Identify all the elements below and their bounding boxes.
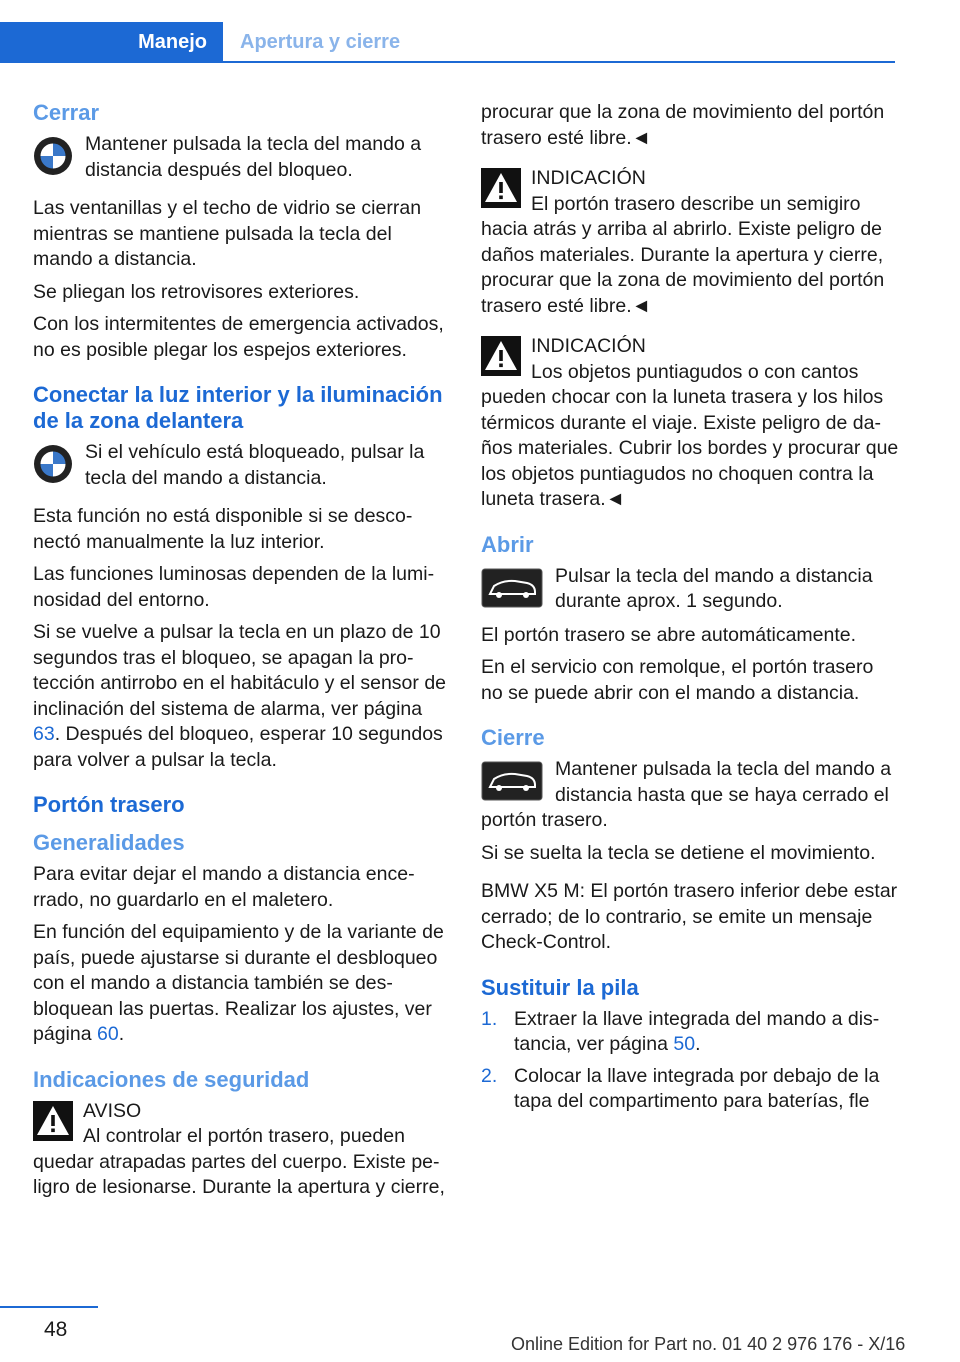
step-number: 1. [481,1007,498,1030]
heading-cerrar: Cerrar [33,100,100,125]
tailgate-button-icon [481,568,543,608]
cerrar-instruction [33,132,451,188]
indicacion-block-2 [481,334,899,513]
page-link-63[interactable]: 63 [33,723,55,745]
paragraph: Con los intermitentes de emergencia activados, no es posible plegar los espejos exteriores. [33,313,444,361]
step-text: Extraer la llave integrada del mando a distancia, ver página 50. [514,1007,880,1055]
luz-instruction [33,440,451,496]
heading-luz-interior: Conectar la luz interior y la iluminación de la zona delantera [33,382,443,433]
tailgate-button-icon [481,761,543,801]
indicacion-label: INDICACIÓN [531,335,646,357]
section-tab-apertura[interactable]: Apertura y cierre [240,30,401,53]
cerrar-instruction-text: Mantener pulsada la tecla del mando a distancia después del bloqueo. [85,133,422,181]
heading-porton-trasero: Portón trasero [33,792,185,817]
left-column [33,100,451,1208]
right-column [481,100,899,1121]
abrir-instruction [481,564,899,615]
heading-indicaciones-seguridad: Indicaciones de seguridad [33,1066,310,1092]
heading-sustituir-pila: Sustituir la pila [481,974,639,1000]
luz-instruction-text: Si el vehículo está bloqueado, pulsar la tecla del mando a distancia. [85,441,425,489]
paragraph: El portón trasero se abre automáticamente. [481,623,857,646]
paragraph: En función del equipamiento y de la variante de país, puede ajustarse si durante el desbloqueo con el mando a distancia también se desbloquean las puertas. Realizar los ajustes, ver página 60. [33,921,444,1045]
paragraph: Se pliegan los retrovisores exteriores. [33,280,360,303]
bmw-key-icon [33,136,73,176]
warning-triangle-icon [33,1101,73,1141]
aviso-block [33,1099,451,1201]
page-link-60[interactable]: 60 [96,1023,119,1045]
paragraph: Las ventanillas y el techo de vidrio se cierran mientras se mantiene pulsada la tecla del mando a distancia. [33,197,422,270]
edition-footer: Online Edition for Part no. 01 40 2 976 176 - X/16 [511,1334,906,1354]
paragraph: Esta función no está disponible si se desconectó manualmente la luz interior. [33,505,413,553]
chapter-tab-manejo[interactable]: Manejo [0,22,223,62]
header-rule [0,61,895,63]
page-number: 48 [44,1318,68,1341]
cierre-instruction [481,757,899,834]
cierre-instruction-text: Mantener pulsada la tecla del mando a distancia hasta que se haya cerrado el portón trasero. [481,758,892,831]
abrir-instruction-text: Pulsar la tecla del mando a distancia durante aprox. 1 segundo. [555,564,873,612]
page-header [0,0,960,64]
paragraph: Si se suelta la tecla se detiene el movimiento. [481,841,876,864]
paragraph: Si se vuelve a pulsar la tecla en un plazo de 10 segundos tras el bloqueo, se apagan la protección antirrobo en el habitáculo y el sensor de inclinación del sistema de alarma, ver página 63. Después del bloqueo, esperar 10 segundos para volver a pulsar la tecla. [33,621,447,771]
paragraph: Las funciones luminosas dependen de la luminosidad del entorno. [33,563,435,611]
heading-abrir: Abrir [481,531,534,557]
footer-rule [0,1306,98,1308]
paragraph: procurar que la zona de movimiento del portón trasero esté libre.◄ [481,101,885,149]
paragraph: En el servicio con remolque, el portón trasero no se puede abrir con el mando a distancia. [481,656,874,704]
indicacion-block-1 [481,166,899,319]
list-item [481,1064,899,1115]
list-item [481,1007,899,1058]
warning-triangle-icon [481,168,521,208]
heading-cierre: Cierre [481,725,545,750]
steps-list [481,1007,899,1115]
indicacion-text: Los objetos puntiagudos o con cantos pueden chocar con la luneta trasera y los hilos térmicos durante el viaje. Existe peligro de daños materiales. Cubrir los bordes y procurar que los objetos puntiagudos no choquen contra la luneta trasera.◄ [481,360,899,510]
page-link-50[interactable]: 50 [673,1033,696,1055]
warning-triangle-icon [481,336,521,376]
step-text: Colocar la llave integrada por debajo de la tapa del compartimento para baterías, fle [514,1064,880,1112]
indicacion-label: INDICACIÓN [531,167,646,189]
indicacion-text: El portón trasero describe un semigiro hacia atrás y arriba al abrirlo. Existe peligro de daños materiales. Durante la apertura y cierre, procurar que la zona de movimiento del portón trasero esté libre.◄ [481,192,885,317]
step-number: 2. [481,1064,498,1087]
paragraph: BMW X5 M: El portón trasero inferior debe estar cerrado; de lo contrario, se emite un mensaje Check-Control. [481,880,898,953]
aviso-text: Al controlar el portón trasero, pueden quedar atrapadas partes del cuerpo. Existe peligro de lesionarse. Durante la apertura y cierre, [33,1125,445,1198]
aviso-label: AVISO [83,1099,142,1122]
bmw-key-icon [33,444,73,484]
heading-generalidades: Generalidades [33,830,185,855]
paragraph: Para evitar dejar el mando a distancia encerrado, no guardarlo en el maletero. [33,863,415,911]
